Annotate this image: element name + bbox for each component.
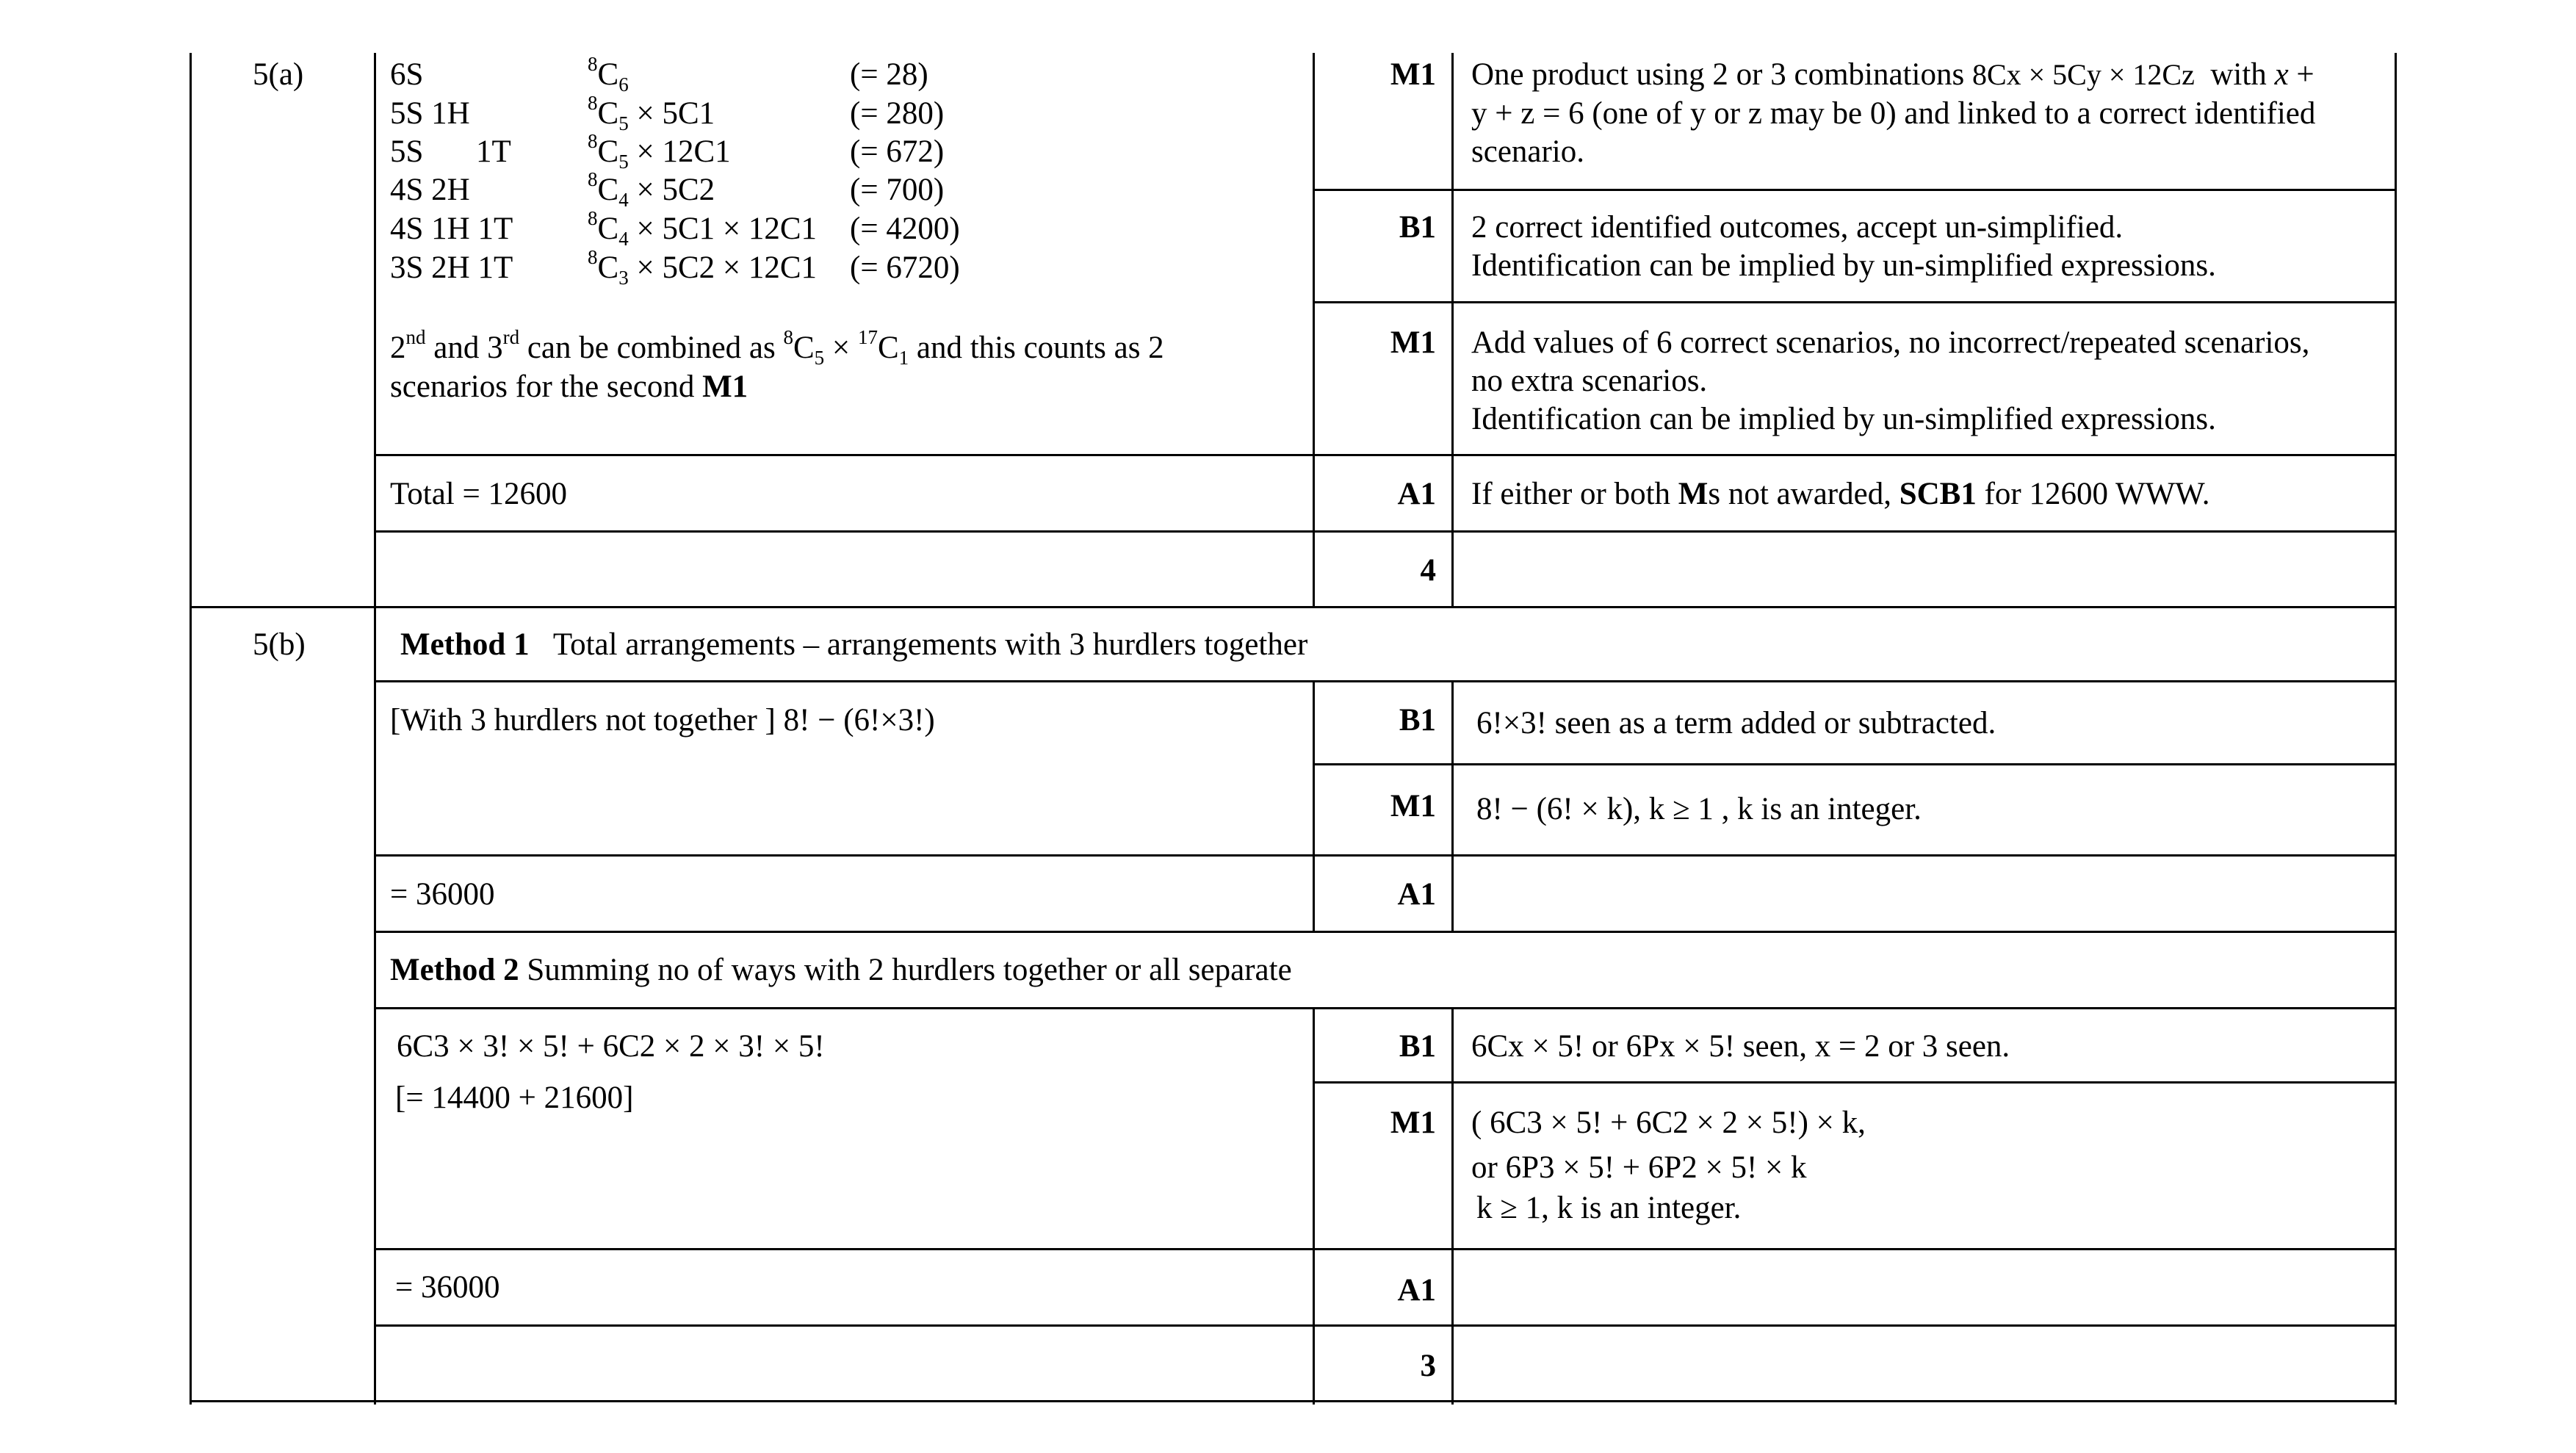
case-label: 5S	[390, 134, 424, 169]
note-b1-line1: 2 correct identified outcomes, accept un-simplified.	[1471, 210, 2124, 245]
combination-value: (= 6720)	[850, 250, 960, 285]
row-line	[374, 1007, 2397, 1009]
row-line	[1313, 1081, 2397, 1084]
mark-b1: B1	[1399, 703, 1436, 738]
row-line	[374, 1324, 2397, 1327]
row-line	[374, 454, 2397, 456]
method2-result: = 36000	[395, 1270, 500, 1305]
combination-product: 8Cx × 5Cy × 12Cz	[1971, 58, 2195, 91]
question-label-5a: 5(a)	[253, 57, 304, 92]
mark-a1: A1	[1397, 877, 1436, 912]
method2-note-b1: 6Cx × 5! or 6Px × 5! seen, x = 2 or 3 seen.	[1471, 1029, 2010, 1064]
method2-note-m1-line3: k ≥ 1, k is an integer.	[1476, 1191, 1742, 1225]
note-m1b-line2: no extra scenarios.	[1471, 364, 1708, 398]
table-divider-notes	[1451, 53, 1454, 608]
combination-expression: $^8C_3 \times 5C2 \times 12C1$	[588, 246, 818, 289]
method2-working-line1: 6C3 × 3! × 5! + 6C2 × 2 × 3! × 5!	[397, 1029, 825, 1064]
table-border-right	[2395, 53, 2397, 1405]
combination-value: (= 28)	[850, 57, 928, 92]
method1-working: [With 3 hurdlers not together ] 8! − (6!×3!)	[390, 703, 935, 738]
combine-note-line2: scenarios for the second M1	[390, 369, 748, 404]
case-label: 4S 1H 1T	[390, 212, 513, 246]
table-divider-marks-c	[1313, 1007, 1315, 1405]
note-a1: If either or both Ms not awarded, SCB1 for 12600 WWW.	[1471, 477, 2210, 511]
table-divider-working	[374, 53, 376, 1405]
row-line	[374, 854, 2397, 857]
case-label: 4S 2H	[390, 173, 470, 207]
total-line: Total = 12600	[390, 477, 567, 511]
question-label-5b: 5(b)	[253, 627, 306, 662]
note-m1-line2: y + z = 6 (one of y or z may be 0) and linked to a correct identified	[1471, 96, 2316, 131]
row-line	[374, 931, 2397, 933]
combine-note-line1: 2nd and 3rd can be combined as $^8C_5 \times ^{17}C_1$ and this counts as 2	[390, 326, 1164, 369]
table-border-bottom	[190, 1400, 2397, 1402]
mark-total: 4	[1420, 553, 1436, 588]
note-m1-line3: scenario.	[1471, 134, 1585, 169]
row-line	[374, 680, 2397, 682]
case-label: 3S 2H 1T	[390, 250, 513, 285]
row-line	[1313, 189, 2397, 191]
combination-value: (= 280)	[850, 96, 945, 131]
case-label: 5S 1H	[390, 96, 470, 131]
method2-working-line2: [= 14400 + 21600]	[395, 1081, 634, 1115]
table-border-left	[190, 53, 192, 1405]
table-divider-notes-b	[1451, 680, 1454, 931]
mark-m1: M1	[1390, 57, 1436, 92]
mark-a1: A1	[1397, 477, 1436, 511]
combination-value: (= 4200)	[850, 212, 960, 246]
combination-expression: $^8C_5 \times 5C1$	[588, 92, 715, 134]
mark-m1: M1	[1390, 1106, 1436, 1140]
mark-m1: M1	[1390, 325, 1436, 360]
method2-note-m1-line1: ( 6C3 × 5! + 6C2 × 2 × 5!) × k,	[1471, 1106, 1866, 1140]
row-line	[374, 1248, 2397, 1250]
row-line	[374, 530, 2397, 533]
method1-note-m1: 8! − (6! × k), k ≥ 1 , k is an integer.	[1476, 792, 1922, 826]
mark-total: 3	[1420, 1349, 1436, 1383]
combination-expression: $^8C_4 \times 5C2$	[588, 168, 715, 211]
mark-b1: B1	[1399, 1029, 1436, 1064]
mark-a1: A1	[1397, 1273, 1436, 1308]
row-line	[1313, 301, 2397, 303]
method1-note-b1: 6!×3! seen as a term added or subtracted.	[1476, 706, 1996, 740]
table-divider-notes-c	[1451, 1007, 1454, 1405]
method1-result: = 36000	[390, 877, 495, 912]
combination-value: (= 672)	[850, 134, 945, 169]
note-m1b-line1: Add values of 6 correct scenarios, no incorrect/repeated scenarios,	[1471, 325, 2310, 360]
method2-heading: Method 2 Summing no of ways with 2 hurdlers together or all separate	[390, 953, 1292, 987]
row-line	[1313, 763, 2397, 765]
note-m1-line1: One product using 2 or 3 combinations 8Cx × 5Cy × 12Cz with x +	[1471, 57, 2315, 92]
method1-heading: Method 1 Total arrangements – arrangements with 3 hurdlers together	[400, 627, 1308, 662]
case-label: 6S	[390, 57, 424, 92]
question-separator	[190, 606, 2397, 608]
method2-note-m1-line2: or 6P3 × 5! + 6P2 × 5! × k	[1471, 1150, 1807, 1185]
combination-value: (= 700)	[850, 173, 945, 207]
mark-b1: B1	[1399, 210, 1436, 245]
note-m1b-line3: Identification can be implied by un-simplified expressions.	[1471, 402, 2216, 436]
case-label-extra: 1T	[476, 134, 511, 169]
note-b1-line2: Identification can be implied by un-simplified expressions.	[1471, 248, 2216, 283]
combination-expression: $^8C_4 \times 5C1 \times 12C1$	[588, 207, 818, 250]
combination-expression: $^8C_5 \times 12C1$	[588, 130, 731, 173]
combination-expression: $^8C_6$	[588, 53, 629, 95]
mark-m1: M1	[1390, 789, 1436, 823]
